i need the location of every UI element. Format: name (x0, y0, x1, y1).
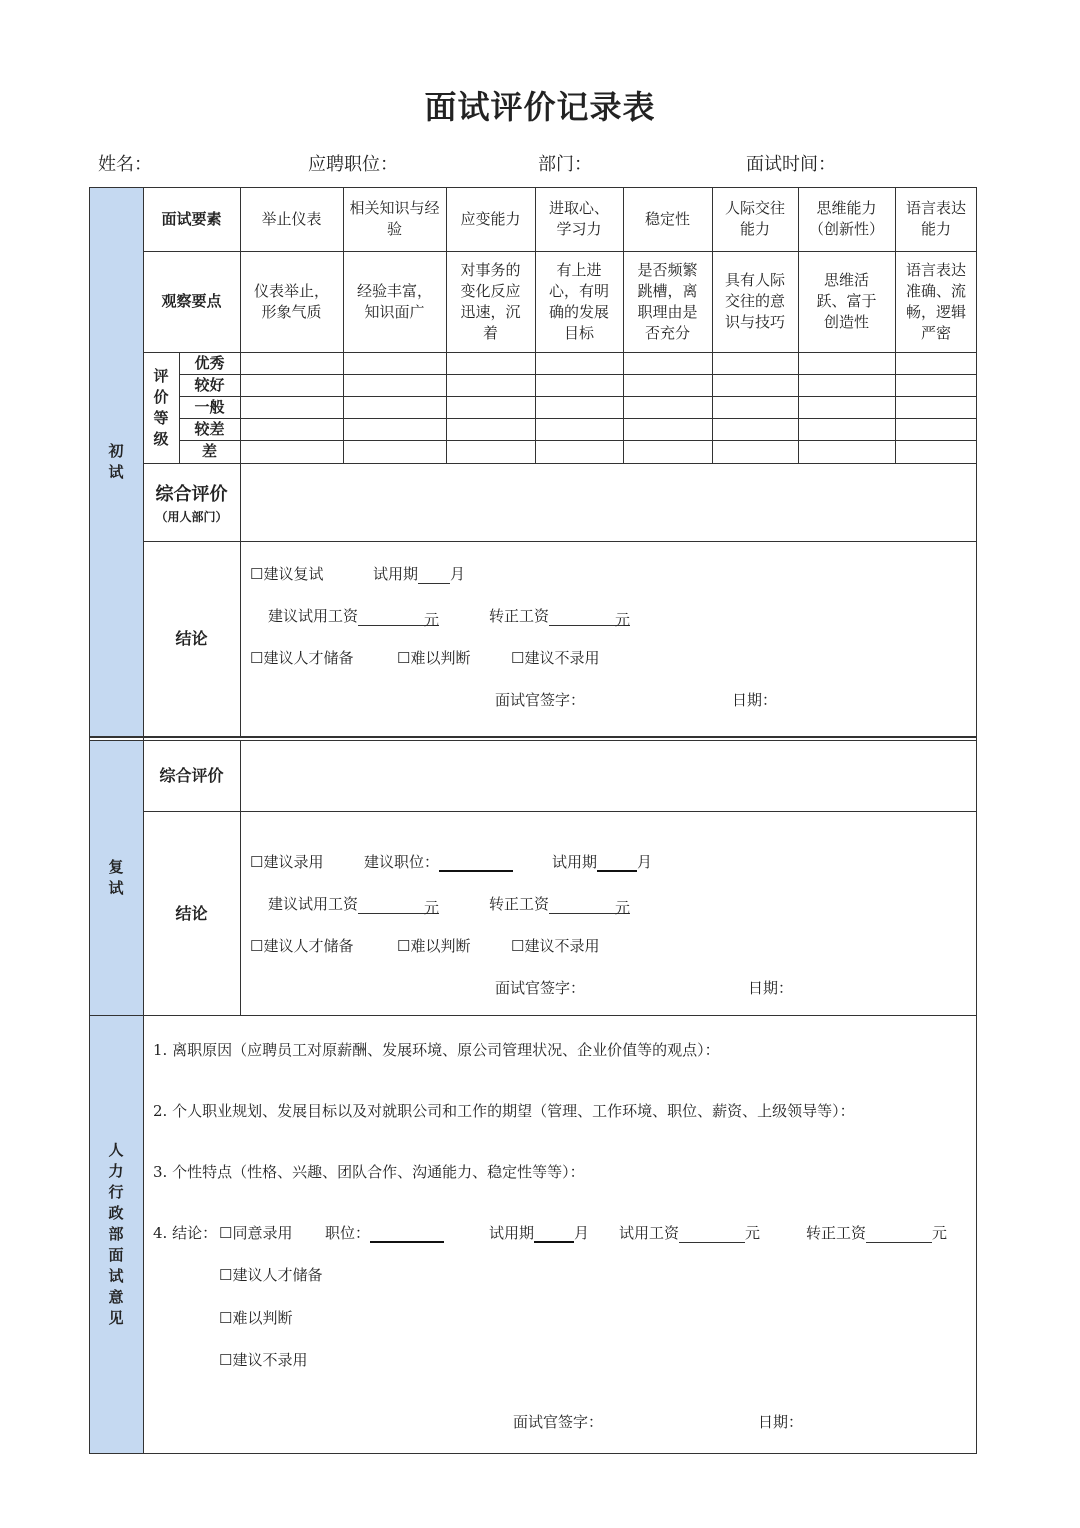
first-trial-salary[interactable]: 建议试用工资 元 (268, 607, 440, 629)
factor-2: 相关知识与经验 (349, 199, 440, 238)
time-label: 面试时间： (746, 154, 836, 175)
first-regular-salary[interactable]: 转正工资 元 (489, 607, 631, 629)
grade-2: 较好 (194, 375, 225, 394)
second-date: 日期： (748, 979, 794, 997)
hr-agree-checkbox[interactable]: ☐同意录用 (219, 1224, 293, 1242)
factor-6: 人际交往能力 (724, 199, 785, 238)
first-reject-checkbox[interactable]: ☐建议不录用 (511, 649, 600, 667)
factor-3: 应变能力 (460, 209, 521, 228)
name-label: 姓名： (98, 154, 152, 175)
point-4: 有上进心，有明确的发展目标 (548, 260, 609, 342)
second-reject-checkbox[interactable]: ☐建议不录用 (511, 937, 600, 955)
hr-probation[interactable]: 试用期 月 (489, 1224, 590, 1242)
grade-4: 较差 (194, 419, 225, 438)
second-overall-label: 综合评价 (159, 766, 224, 785)
grade-3: 一般 (194, 397, 225, 416)
point-7: 思维活跃、富于创造性 (816, 271, 877, 331)
overall-label-cell (143, 463, 240, 541)
hr-q2: 2. 个人职业规划、发展目标以及对就职公司和工作的期望（管理、工作环境、职位、薪资、上级领导等）： (153, 1102, 855, 1120)
dept-label: 部门： (538, 154, 592, 175)
factor-7: 思维能力（创新性） (808, 199, 884, 238)
point-5: 是否频繁跳槽，离职理由是否充分 (637, 260, 698, 342)
first-date: 日期： (732, 691, 778, 709)
hr-q1: 1. 离职原因（应聘员工对原薪酬、发展环境、原公司管理状况、企业价值等的观点）： (153, 1041, 720, 1059)
first-recommend-retest[interactable]: ☐建议复试 (250, 565, 324, 583)
hr-hard-checkbox[interactable]: ☐难以判断 (219, 1309, 293, 1327)
factor-5: 稳定性 (644, 209, 690, 228)
overall-sub: （用人部门） (155, 509, 228, 524)
factor-1: 举止仪表 (261, 209, 322, 228)
hr-reserve-checkbox[interactable]: ☐建议人才储备 (219, 1266, 323, 1284)
hr-q4: 4. 结论： (153, 1224, 218, 1242)
factor-4: 进取心、学习力 (548, 199, 609, 238)
point-1: 仪表举止，形象气质 (254, 281, 330, 321)
second-suggest-position[interactable]: 建议职位： (364, 851, 513, 872)
second-regular-salary[interactable]: 转正工资 元 (489, 895, 631, 917)
section-hr-label: 人力行政部面试意见 (108, 1140, 124, 1327)
point-6: 具有人际交往的意识与技巧 (724, 271, 785, 331)
second-trial-salary[interactable]: 建议试用工资 元 (268, 895, 440, 917)
hr-q3: 3. 个性特点（性格、兴趣、团队合作、沟通能力、稳定性等等）： (153, 1163, 585, 1181)
second-signature: 面试官签字： (495, 979, 586, 997)
second-reserve-checkbox[interactable]: ☐建议人才储备 (250, 937, 354, 955)
factor-8: 语言表达能力 (905, 199, 966, 238)
first-conclusion-label: 结论 (175, 629, 208, 648)
first-signature: 面试官签字： (495, 691, 586, 709)
hr-regular-salary[interactable]: 转正工资 元 (806, 1224, 948, 1242)
hr-trial-salary[interactable]: 试用工资 元 (619, 1224, 761, 1242)
hr-reject-checkbox[interactable]: ☐建议不录用 (219, 1351, 308, 1369)
first-reserve-checkbox[interactable]: ☐建议人才储备 (250, 649, 354, 667)
hr-date: 日期： (758, 1413, 804, 1431)
section-first-label: 初试 (108, 442, 124, 481)
point-8: 语言表达准确、流畅，逻辑严密 (905, 260, 966, 342)
first-probation[interactable]: 试用期 月 (373, 565, 466, 583)
page-title: 面试评价记录表 (424, 88, 656, 126)
second-probation[interactable]: 试用期 月 (552, 853, 653, 871)
point-2: 经验丰富，知识面广 (356, 281, 432, 321)
points-label: 观察要点 (161, 292, 222, 310)
grade-1: 优秀 (194, 353, 225, 372)
second-recommend-hire[interactable]: ☐建议录用 (250, 853, 324, 871)
second-hard-checkbox[interactable]: ☐难以判断 (397, 937, 471, 955)
grade-label: 评价等级 (153, 366, 169, 448)
second-conclusion-label: 结论 (175, 903, 208, 923)
factors-label: 面试要素 (161, 209, 222, 228)
point-3: 对事务的变化反应迅速，沉着 (460, 260, 521, 342)
hr-position[interactable]: 职位： (325, 1222, 444, 1243)
hr-signature: 面试官签字： (513, 1413, 604, 1431)
section-second-label: 复试 (108, 857, 124, 897)
overall-input[interactable] (241, 464, 976, 541)
first-hard-checkbox[interactable]: ☐难以判断 (397, 649, 471, 667)
grade-5: 差 (201, 442, 217, 460)
overall-label: 综合评价 (155, 483, 228, 505)
second-overall-input[interactable] (241, 741, 976, 811)
position-label: 应聘职位： (308, 154, 398, 175)
